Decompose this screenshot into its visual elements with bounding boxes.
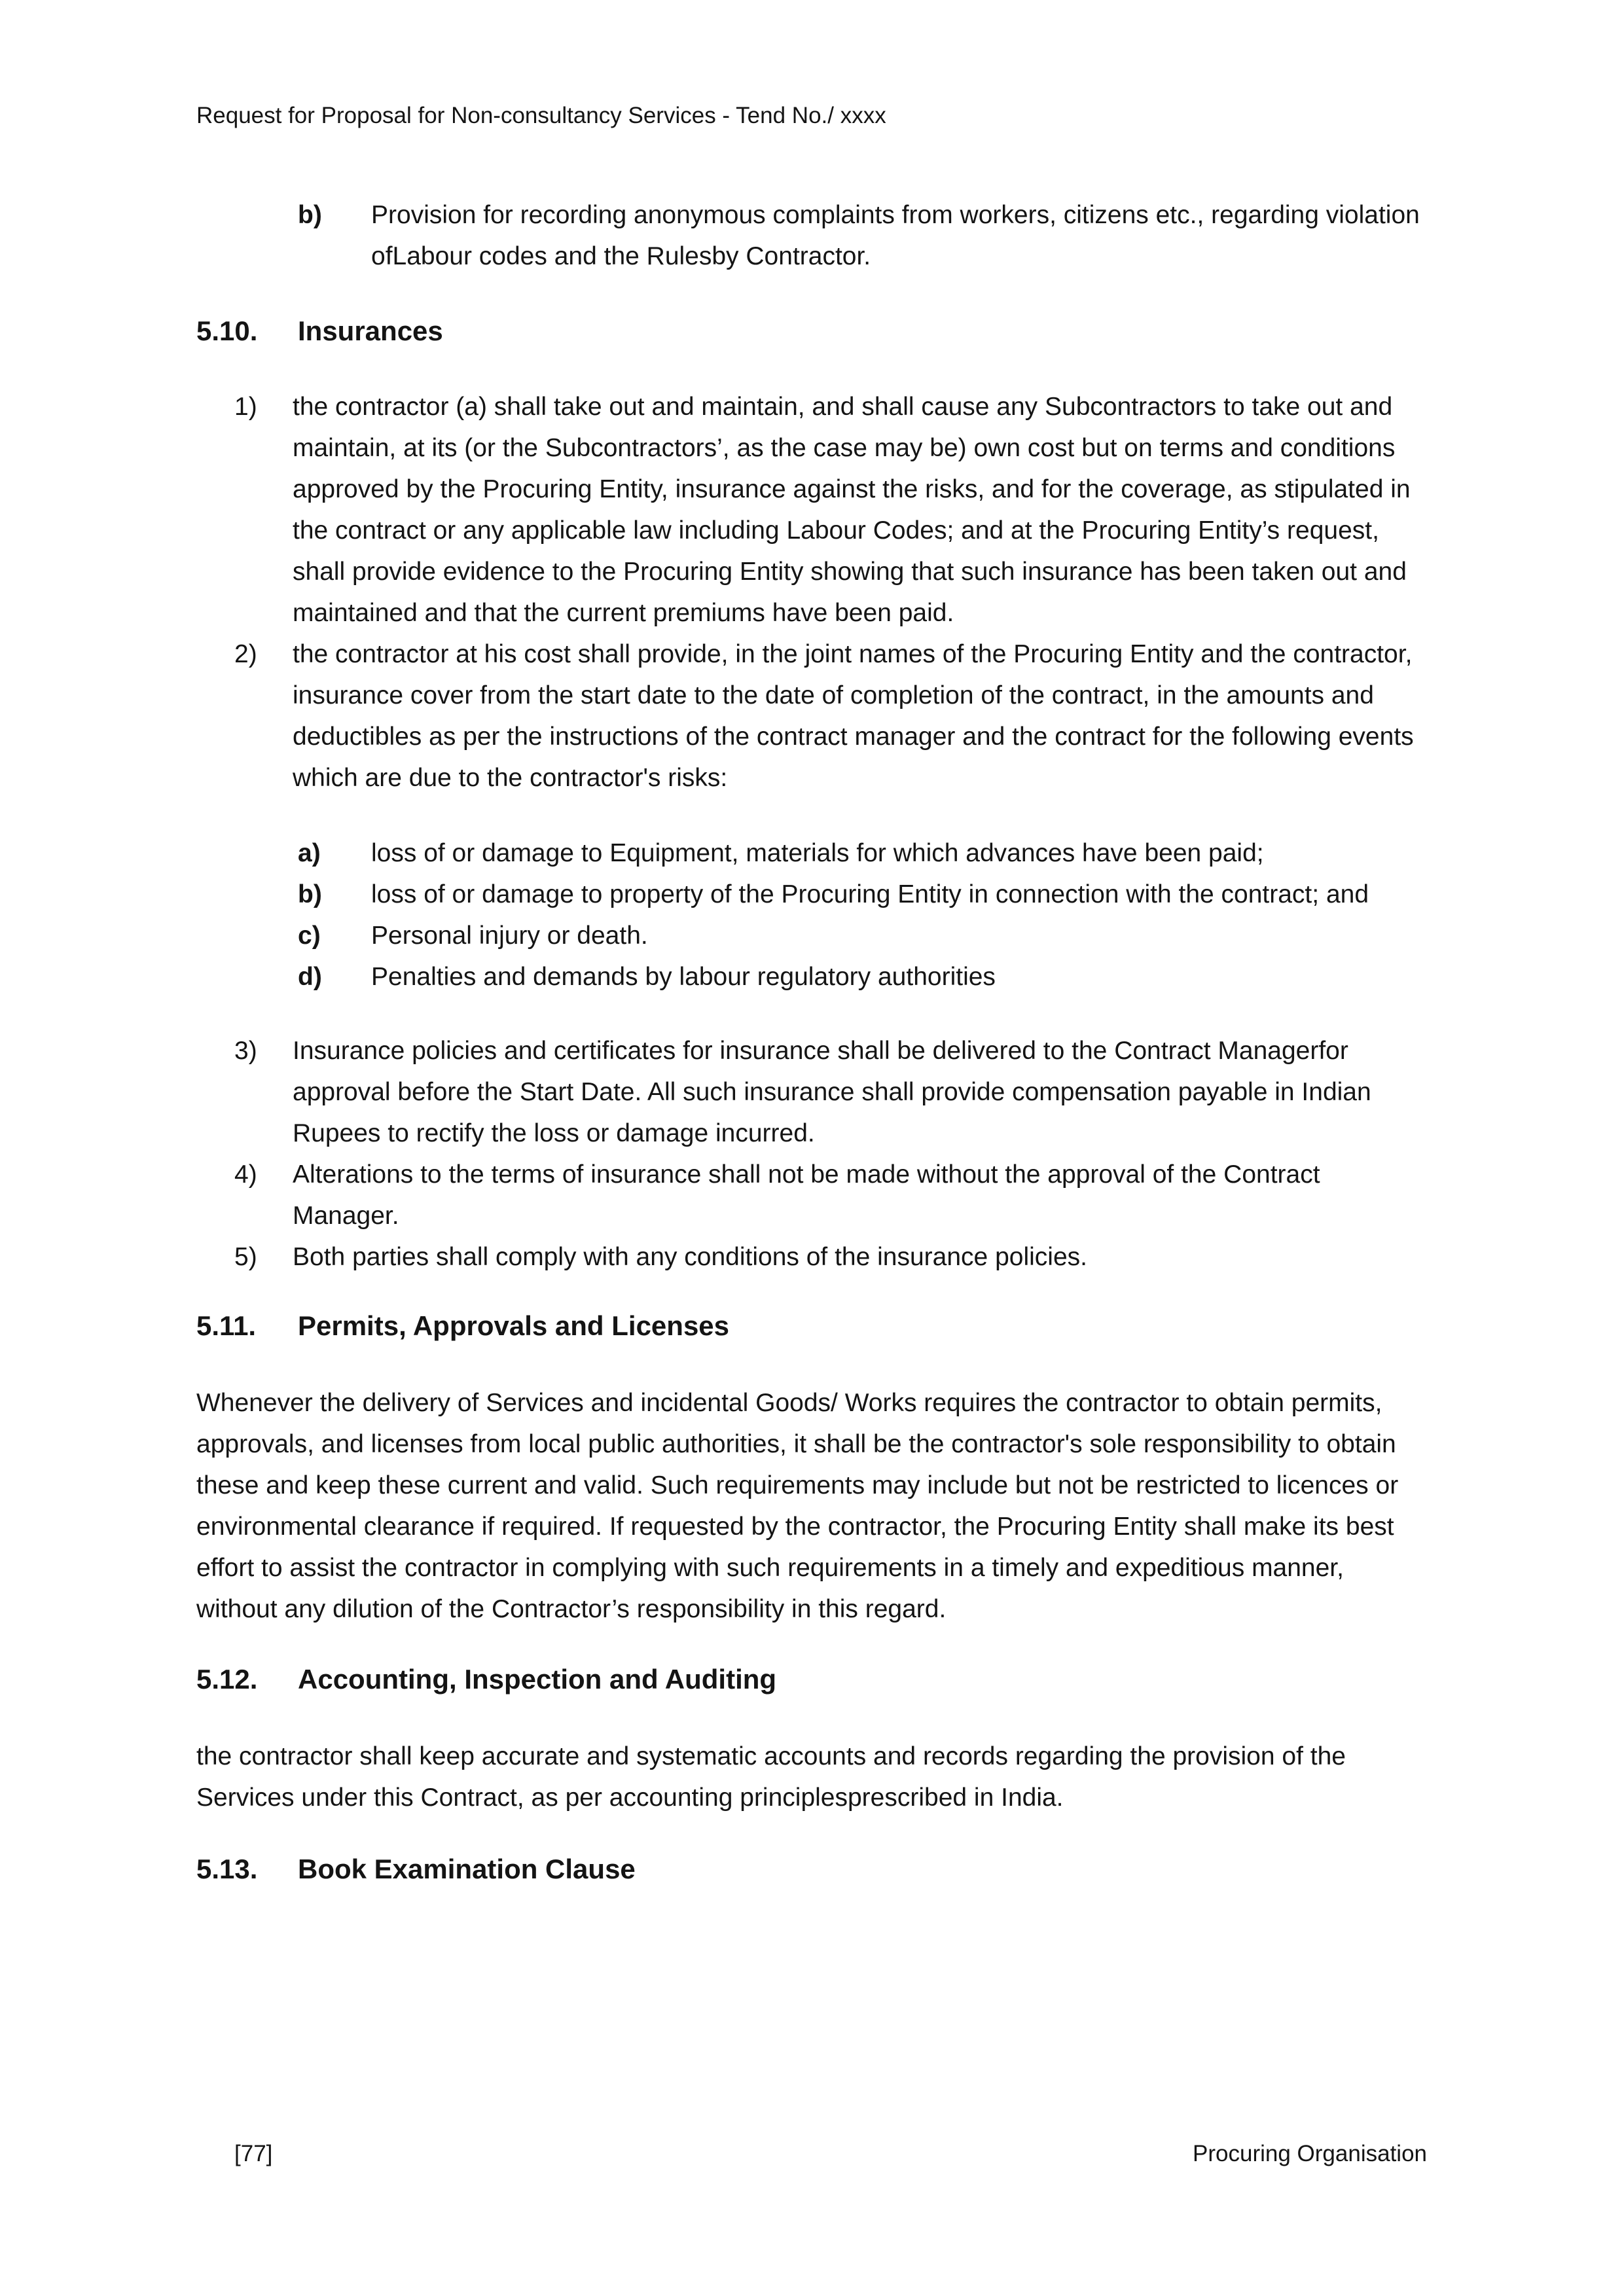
list-marker: 5) xyxy=(234,1243,257,1271)
list-item-text: Personal injury or death. xyxy=(371,922,648,950)
page-content xyxy=(0,99,1624,1886)
section-number: 5.11. xyxy=(196,1310,257,1341)
running-header-title: Request for Proposal for Non-consultancy Services - Tend No./ xxxx xyxy=(196,103,886,128)
running-header xyxy=(196,99,1427,132)
list-marker: 2) xyxy=(234,640,257,668)
list-item-text: the contractor at his cost shall provide, in the joint names of the Procuring Entity and the contractor, insurance cover from the start date to the date of completion of the contract, in the amounts and deductibles as per the instructions of the contract manager and the contract for the following events which are due to the contractor's risks: xyxy=(293,640,1414,792)
list-marker: d) xyxy=(298,963,322,991)
paragraph-permits xyxy=(196,1382,1427,1630)
lettered-sub-list xyxy=(196,833,1427,997)
list-item-b-lead xyxy=(196,194,1427,277)
section-heading-5-13 xyxy=(196,1852,1427,1886)
list-marker: 1) xyxy=(234,393,257,421)
list-item-4 xyxy=(196,1154,1427,1236)
list-item-text: Both parties shall comply with any conditions of the insurance policies. xyxy=(293,1243,1087,1271)
paragraph-text: the contractor shall keep accurate and systematic accounts and records regarding the provision of the Services under this Contract, as per accounting principlesprescribed in India. xyxy=(196,1742,1346,1812)
list-marker: b) xyxy=(298,880,322,908)
numbered-list-insurances xyxy=(196,386,1427,1278)
section-number: 5.13. xyxy=(196,1854,258,1884)
section-title: Insurances xyxy=(298,315,443,346)
list-item-1 xyxy=(196,386,1427,634)
list-item-5 xyxy=(196,1236,1427,1278)
section-title: Book Examination Clause xyxy=(298,1854,636,1884)
list-marker: c) xyxy=(298,922,321,950)
section-number: 5.12. xyxy=(196,1664,258,1695)
list-marker: 4) xyxy=(234,1160,257,1189)
list-item-text: Provision for recording anonymous complaints from workers, citizens etc., regarding violation ofLabour codes and the Rulesby Contractor. xyxy=(371,201,1420,270)
list-marker: b) xyxy=(298,201,322,229)
footer-page-number: [77] xyxy=(234,2141,273,2166)
sub-list-item-b xyxy=(196,874,1427,915)
section-title: Permits, Approvals and Licenses xyxy=(298,1310,730,1341)
list-item-text: Insurance policies and certificates for insurance shall be delivered to the Contract Managerfor approval before the Start Date. All such insurance shall provide compensation payable in Indian Rupees to rectify the loss or damage incurred. xyxy=(293,1037,1371,1147)
paragraph-accounting xyxy=(196,1736,1427,1818)
sub-list-item-a xyxy=(196,833,1427,874)
list-item-2 xyxy=(196,634,1427,798)
paragraph-text: Whenever the delivery of Services and incidental Goods/ Works requires the contractor to obtain permits, approvals, and licenses from local public authorities, it shall be the contractor's sole responsibility to obtain these and keep these current and valid. Such requirements may include but not be restricted to licences or environmental clearance if required. If requested by the contractor, the Procuring Entity shall make its best effort to assist the contractor in complying with such requirements in a timely and expeditious manner, without any dilution of the Contractor’s responsibility in this regard. xyxy=(196,1389,1399,1623)
section-heading-5-10 xyxy=(196,314,1427,348)
list-item-3 xyxy=(196,1030,1427,1154)
section-heading-5-12 xyxy=(196,1662,1427,1696)
list-item-text: Alterations to the terms of insurance shall not be made without the approval of the Contract Manager. xyxy=(293,1160,1320,1230)
list-marker: 3) xyxy=(234,1037,257,1065)
sub-list-item-c xyxy=(196,915,1427,956)
list-item-text: Penalties and demands by labour regulatory authorities xyxy=(371,963,996,991)
list-item-text: loss of or damage to property of the Procuring Entity in connection with the contract; and xyxy=(371,880,1369,908)
section-heading-5-11 xyxy=(196,1309,1427,1343)
footer-organisation: Procuring Organisation xyxy=(1193,2141,1427,2166)
section-title: Accounting, Inspection and Auditing xyxy=(298,1664,777,1695)
list-marker: a) xyxy=(298,839,321,867)
sub-list-item-d xyxy=(196,956,1427,997)
section-number: 5.10. xyxy=(196,315,258,346)
list-item-text: the contractor (a) shall take out and maintain, and shall cause any Subcontractors to take out and maintain, at its (or the Subcontractors’, as the case may be) own cost but on terms and conditions approved by the Procuring Entity, insurance against the risks, and for the coverage, as stipulated in the contract or any applicable law including Labour Codes; and at the Procuring Entity’s request, shall provide evidence to the Procuring Entity showing that such insurance has been taken out and maintained and that the current premiums have been paid. xyxy=(293,393,1411,627)
list-item-text: loss of or damage to Equipment, materials for which advances have been paid; xyxy=(371,839,1264,867)
